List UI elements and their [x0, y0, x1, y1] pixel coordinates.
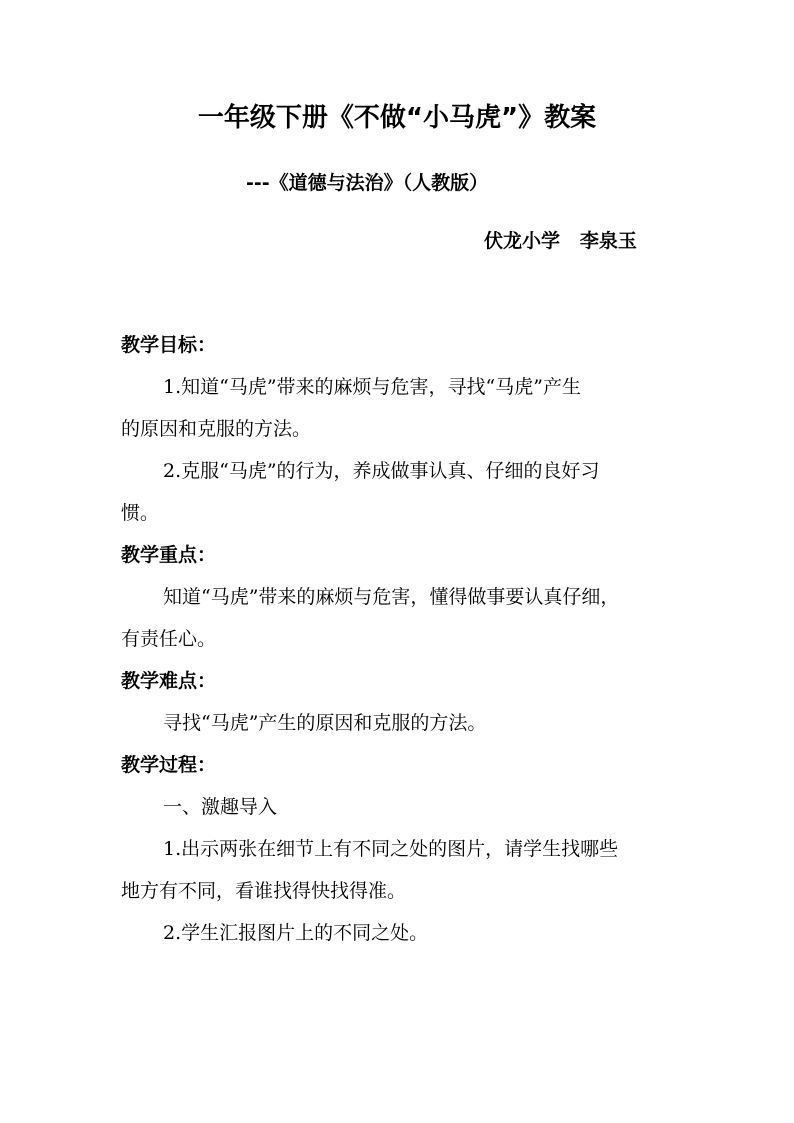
key-points-heading: 教学重点： — [121, 544, 217, 566]
difficulties-heading: 教学难点： — [121, 670, 217, 692]
objective-item-2-line-2: 惯。 — [121, 502, 160, 524]
document-title: 一年级下册《不做“小马虎”》教案 — [197, 103, 597, 133]
process-step-2-line-1: 2.学生汇报图片上的不同之处。 — [163, 922, 429, 944]
objective-item-1-line-2: 的原因和克服的方法。 — [121, 418, 312, 440]
document-author: 伏龙小学 李泉玉 — [484, 230, 637, 252]
document-subtitle: ---《道德与法治》（人教版） — [246, 172, 489, 194]
process-step-1-line-1: 1.出示两张在细节上有不同之处的图片，请学生找哪些 — [163, 838, 619, 860]
objective-item-2-line-1: 2.克服“马虎”的行为，养成做事认真、仔细的良好习 — [163, 460, 600, 482]
objective-item-1-line-1: 1.知道“马虎”带来的麻烦与危害，寻找“马虎”产生 — [163, 376, 581, 398]
process-heading: 教学过程： — [121, 754, 217, 776]
process-step-1-line-2: 地方有不同，看谁找得快找得准。 — [121, 880, 407, 902]
process-part-1: 一、激趣导入 — [163, 796, 278, 818]
difficulties-line-1: 寻找“马虎”产生的原因和克服的方法。 — [163, 712, 487, 734]
key-points-line-2: 有责任心。 — [121, 628, 217, 650]
key-points-line-1: 知道“马虎”带来的麻烦与危害，懂得做事要认真仔细， — [163, 586, 620, 608]
objectives-heading: 教学目标： — [121, 334, 217, 356]
document-body — [121, 324, 677, 954]
